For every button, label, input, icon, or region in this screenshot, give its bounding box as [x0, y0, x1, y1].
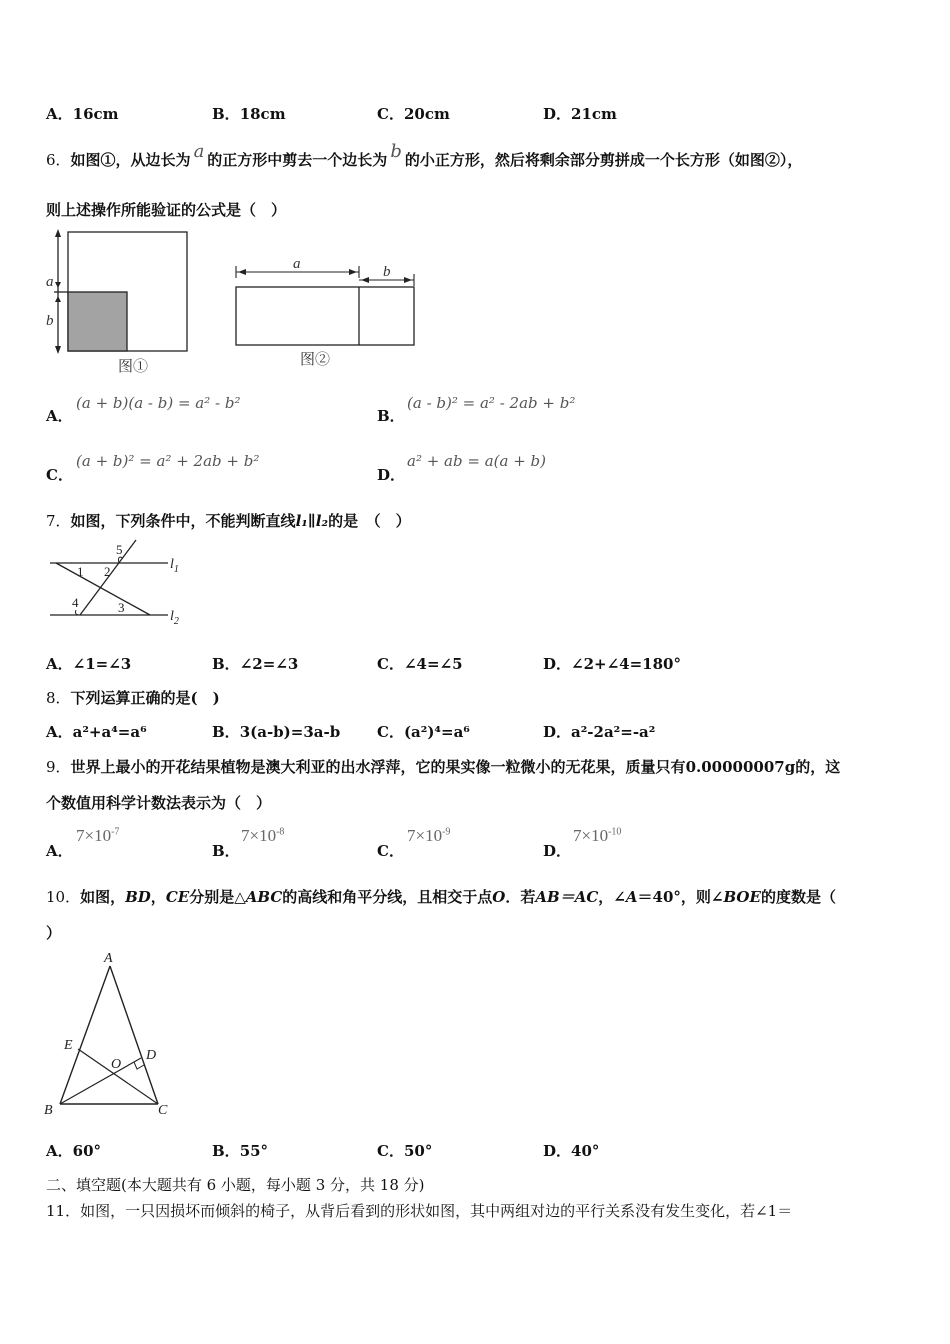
- q8-option-d: D．a²-2a²=-a²: [543, 723, 656, 741]
- q7-figure: [50, 538, 200, 630]
- q6-option-a-formula: (a + b)(a - b) = a² - b²: [76, 394, 241, 412]
- section-heading: 二、填空题(本大题共有 6 小题，每小题 3 分，共 18 分): [46, 1176, 425, 1194]
- q8-option-c: C．(a²)⁴=a⁶: [377, 723, 470, 741]
- q6-stem-line1: 6．如图①，从边长为 a 的正方形中剪去一个边长为 b 的小正方形，然后将剩余部分剪拼成一个长方形（如图②），: [46, 141, 803, 169]
- fig2-caption: 图②: [300, 352, 331, 368]
- q9-option-c-value: $7\times 10^{-9}$: [407, 826, 451, 845]
- q10-option-c: C．50°: [377, 1142, 433, 1160]
- q8-option-b: B．3(a-b)=3a-b: [212, 723, 341, 741]
- q9-option-b: B．: [212, 842, 240, 860]
- q9-stem-line1: 9．世界上最小的开花结果植物是澳大利亚的出水浮萍，它的果实像一粒微小的无花果，质量只有0.00000007g的，这: [46, 758, 841, 776]
- q5-option-b: B．18cm: [212, 105, 286, 123]
- q5-option-a: A．16cm: [46, 105, 119, 123]
- angle-1-label: 1: [77, 564, 84, 579]
- angle-2-label: 2: [104, 564, 111, 579]
- q6-option-c-formula: (a + b)² = a² + 2ab + b²: [76, 452, 260, 470]
- point-e-label: E: [64, 1038, 73, 1053]
- point-o-label: O: [111, 1057, 122, 1072]
- q10-figure: [40, 948, 190, 1120]
- fig1-caption: 图①: [118, 359, 149, 375]
- q6-figure-1: [40, 226, 200, 376]
- vertex-a-label: A: [104, 951, 113, 966]
- point-d-label: D: [146, 1048, 157, 1063]
- fig2-b-label: b: [383, 264, 391, 280]
- q9-stem-line2: 个数值用科学计数法表示为（ ）: [46, 794, 272, 812]
- q6-option-d: D．: [377, 466, 406, 484]
- line-l2-label: $l_2$: [170, 609, 179, 627]
- angle-4-label: 4: [72, 595, 79, 610]
- q9-option-d-value: $7\times 10^{-10}$: [573, 826, 622, 845]
- fig1-b-label: b: [46, 313, 54, 329]
- vertex-b-label: B: [44, 1103, 53, 1118]
- q7-stem: 7．如图，下列条件中，不能判断直线l₁∥l₂的是 （ ）: [46, 512, 411, 530]
- q8-option-a: A．a²+a⁴=a⁶: [46, 723, 147, 741]
- q5-option-d: D．21cm: [543, 105, 617, 123]
- q10-stem-line1: 10．如图，BD，CE分别是△ABC的高线和角平分线，且相交于点O．若AB＝AC，∠A＝40°，则∠BOE的度数是（: [46, 888, 836, 906]
- q8-stem: 8．下列运算正确的是( ): [46, 689, 220, 707]
- q9-option-d: D．: [543, 842, 572, 860]
- vertex-c-label: C: [158, 1103, 168, 1118]
- q6-stem-line2: 则上述操作所能验证的公式是（ ）: [46, 201, 287, 219]
- q6-option-a: A．: [46, 407, 73, 425]
- q6-figure-2: [226, 252, 426, 372]
- q6-option-b-formula: (a - b)² = a² - 2ab + b²: [407, 394, 576, 412]
- q9-option-a-value: $7\times 10^{-7}$: [76, 826, 120, 845]
- q10-option-a: A．60°: [46, 1142, 102, 1160]
- q7-option-b: B．∠2=∠3: [212, 655, 299, 673]
- line-l1-label: $l_1$: [170, 557, 179, 575]
- q11-stem: 11．如图，一只因损坏而倾斜的椅子，从背后看到的形状如图，其中两组对边的平行关系没有发生变化，若∠1＝: [46, 1202, 793, 1220]
- q9-option-a: A．: [46, 842, 73, 860]
- q10-stem-line2: ）: [46, 924, 62, 942]
- q7-option-d: D．∠2+∠4=180°: [543, 655, 681, 673]
- q7-option-c: C．∠4=∠5: [377, 655, 463, 673]
- angle-5-label: 5: [116, 542, 123, 557]
- q9-option-c: C．: [377, 842, 404, 860]
- angle-3-label: 3: [118, 600, 125, 615]
- fig2-a-label: a: [293, 256, 301, 272]
- q6-option-b: B．: [377, 407, 405, 425]
- q6-option-d-formula: a² + ab = a(a + b): [407, 452, 547, 470]
- q10-option-b: B．55°: [212, 1142, 269, 1160]
- q5-option-c: C．20cm: [377, 105, 450, 123]
- q7-option-a: A．∠1=∠3: [46, 655, 132, 673]
- q10-option-d: D．40°: [543, 1142, 600, 1160]
- q9-option-b-value: $7\times 10^{-8}$: [241, 826, 285, 845]
- fig1-a-label: a: [46, 274, 54, 290]
- q6-option-c: C．: [46, 466, 73, 484]
